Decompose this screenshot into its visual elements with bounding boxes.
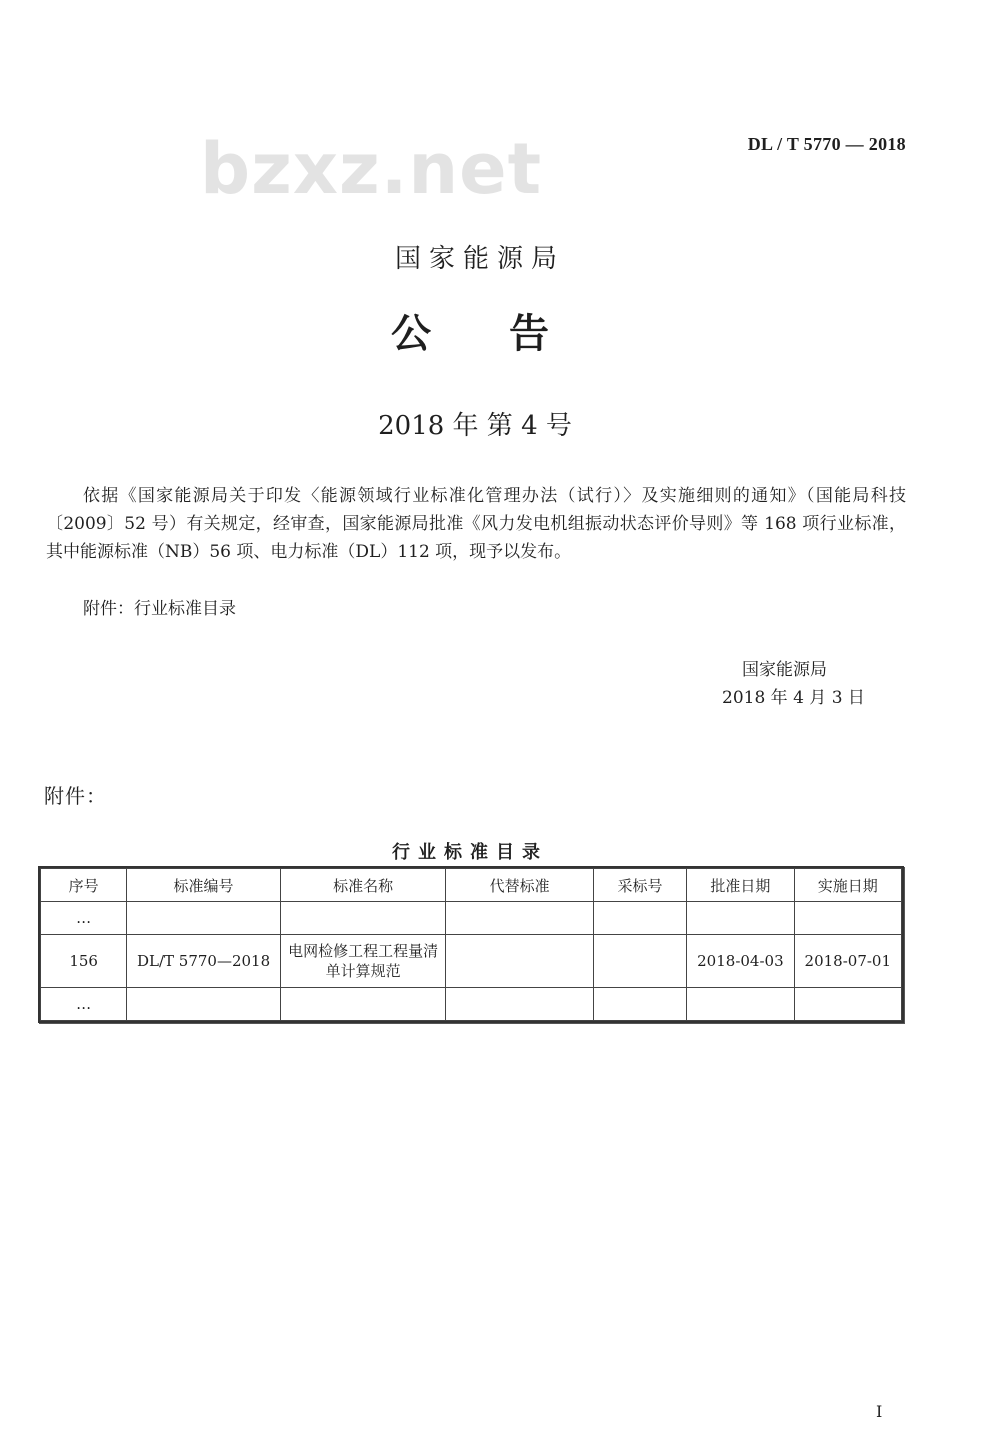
signature-date: 2018 年 4 月 3 日 (722, 688, 865, 708)
notice-number: 2018 年 第 4 号 (378, 411, 572, 441)
table-cell (593, 902, 686, 935)
table-cell: … (41, 902, 127, 935)
col-header-replaces: 代替标准 (446, 869, 594, 902)
attachment-heading: 附件： (44, 784, 107, 808)
col-header-code: 标准编号 (127, 869, 281, 902)
table-cell: … (41, 988, 127, 1021)
table-cell (127, 902, 281, 935)
col-header-approval-date: 批准日期 (687, 869, 794, 902)
standard-code: DL / T 5770 — 2018 (747, 134, 906, 154)
table-cell (280, 902, 446, 935)
table-cell (280, 988, 446, 1021)
table-cell: 2018-07-01 (794, 935, 901, 988)
watermark: bzxz.net (200, 128, 543, 210)
table-row (41, 935, 902, 988)
issuer-name: 国家能源局 (394, 244, 565, 274)
table-cell (446, 935, 594, 988)
table-cell: 156 (41, 935, 127, 988)
table-cell (127, 988, 281, 1021)
table-cell (794, 902, 901, 935)
table-cell (446, 902, 594, 935)
standards-catalog-table (38, 866, 904, 1023)
table-cell (593, 935, 686, 988)
signature-org: 国家能源局 (742, 660, 827, 680)
notice-title: 公告 (391, 311, 627, 357)
table-cell (446, 988, 594, 1021)
table-cell: DL/T 5770—2018 (127, 935, 281, 988)
catalog-table-title: 行业标准目录 (392, 842, 548, 863)
notice-body: 依据《国家能源局关于印发〈能源领域行业标准化管理办法（试行）〉及实施细则的通知》（国能局科技〔2009〕52 号）有关规定，经审查，国家能源局批准《风力发电机组振动状态评价导则》等 168 项行业标准，其中能源标准（NB）56 项、电力标准（DL）112 项，现予以发布。 (46, 486, 906, 562)
table-cell (687, 902, 794, 935)
page-number: I (876, 1402, 883, 1421)
table-cell (593, 988, 686, 1021)
col-header-name: 标准名称 (280, 869, 446, 902)
table-row (41, 902, 902, 935)
col-header-effective-date: 实施日期 (794, 869, 901, 902)
attachment-line: 附件：行业标准目录 (83, 599, 236, 619)
col-header-adoption: 采标号 (593, 869, 686, 902)
table-row (41, 988, 902, 1021)
col-header-seq: 序号 (41, 869, 127, 902)
table-cell: 2018-04-03 (687, 935, 794, 988)
table-cell (794, 988, 901, 1021)
table-header-row (41, 869, 902, 902)
table-cell: 电网检修工程工程量清单计算规范 (280, 935, 446, 988)
table-cell (687, 988, 794, 1021)
